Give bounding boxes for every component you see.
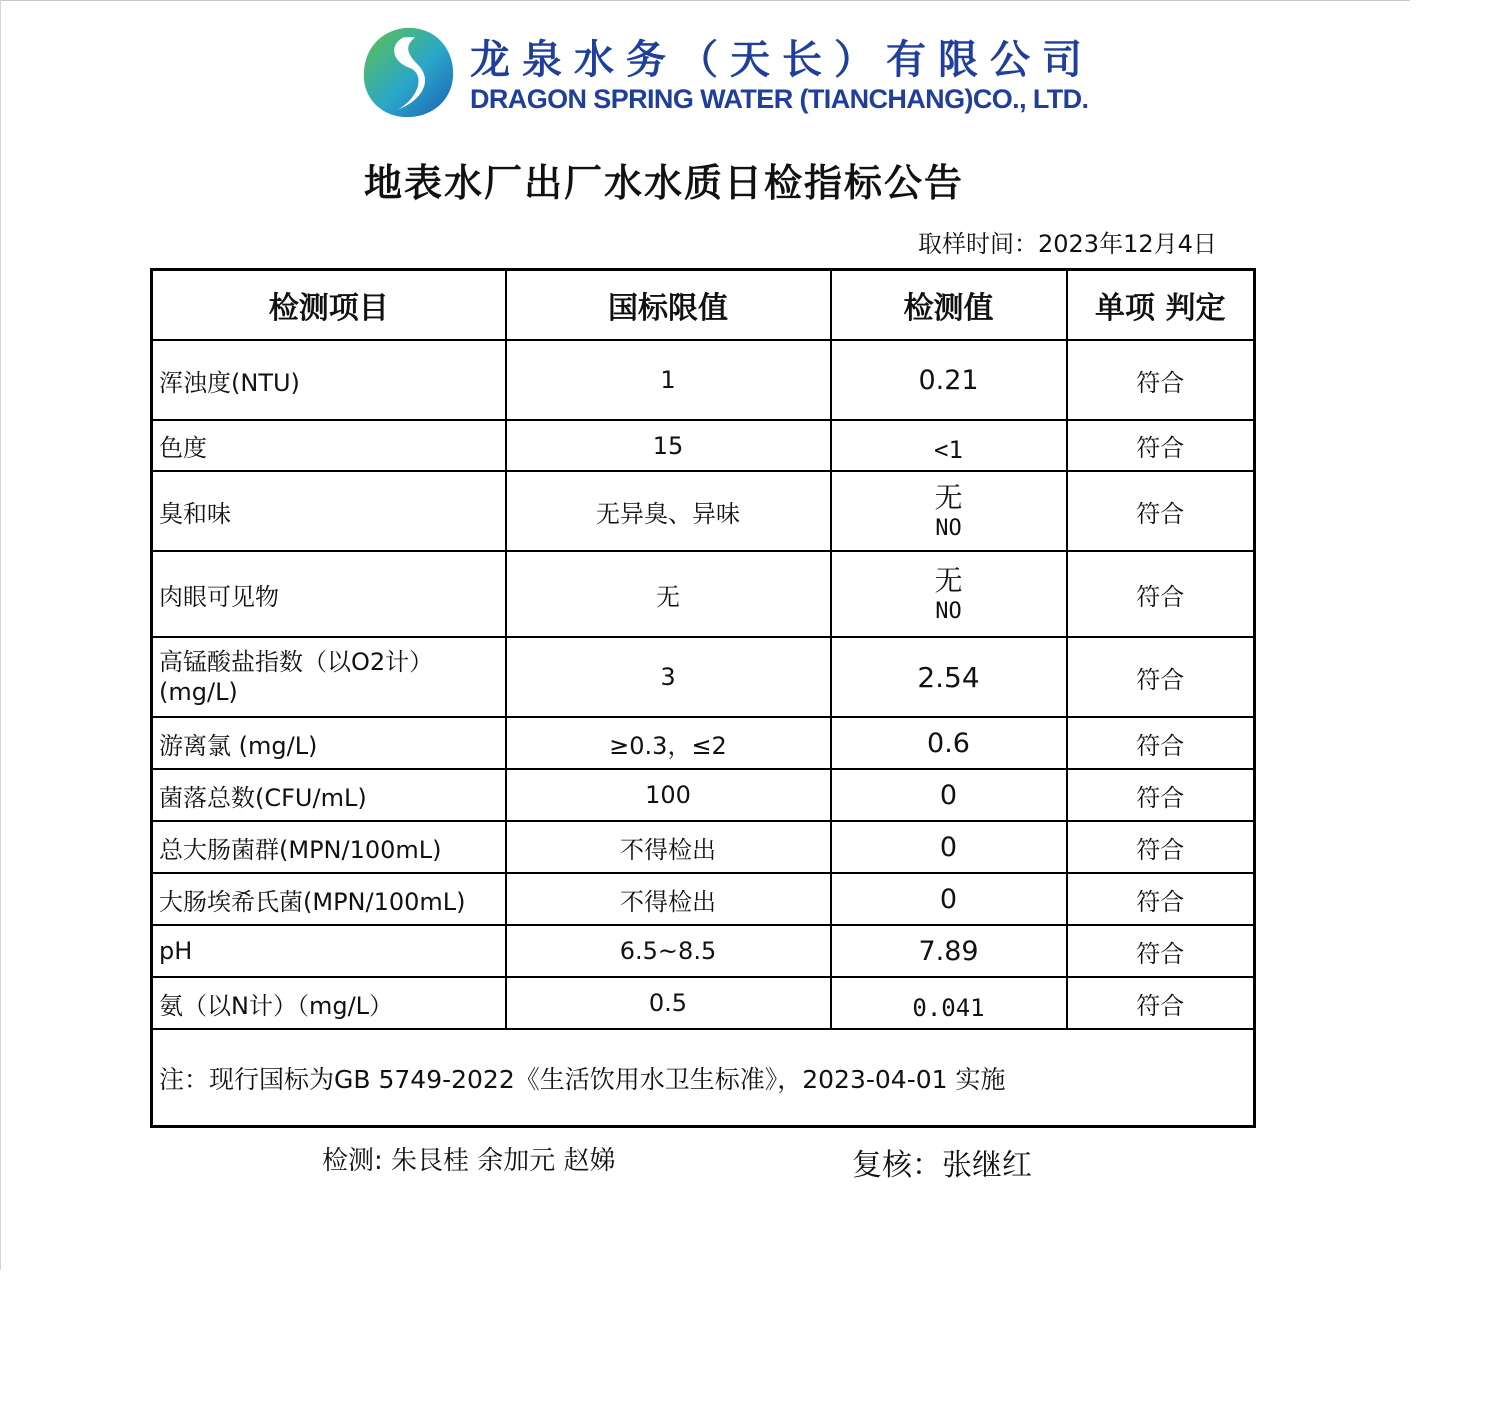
company-name-cn: 龙泉水务（天长）有限公司 (470, 36, 1094, 83)
cell-limit: 100 (506, 769, 831, 821)
table-row (152, 769, 1255, 821)
cell-limit: 3 (506, 637, 831, 717)
item-text: 高锰酸盐指数（以O2计） (159, 648, 434, 676)
item-unit: (mg/L) (159, 678, 238, 706)
inspectors-signature: 检测: 朱艮桂 余加元 赵娣 (322, 1146, 616, 1176)
cell-limit: 0.5 (506, 977, 831, 1029)
cell-verdict: 符合 (1067, 551, 1255, 637)
table-row (152, 717, 1255, 769)
cell-value: 0 (831, 769, 1067, 821)
cell-verdict: 符合 (1067, 340, 1255, 420)
cell-value: 0 (831, 821, 1067, 873)
cell-item (152, 637, 506, 717)
cell-item: 总大肠菌群(MPN/100mL) (152, 821, 506, 873)
cell-value: <1 (831, 420, 1067, 471)
table-note-row (152, 1029, 1255, 1127)
header-value: 检测值 (831, 270, 1067, 341)
standard-note: 注：现行国标为GB 5749-2022《生活饮用水卫生标准》，2023-04-01 实施 (152, 1029, 1255, 1127)
table-row (152, 873, 1255, 925)
table-header-row (152, 270, 1255, 341)
cell-item: 肉眼可见物 (152, 551, 506, 637)
cell-item: 臭和味 (152, 471, 506, 551)
cell-value (831, 471, 1067, 551)
header-verdict: 单项 判定 (1067, 270, 1255, 341)
table-row (152, 340, 1255, 420)
cell-value (831, 551, 1067, 637)
value-text: 无 (934, 480, 963, 514)
page-top-border (0, 0, 1410, 1)
table-row (152, 551, 1255, 637)
cell-item: pH (152, 925, 506, 977)
cell-limit: 15 (506, 420, 831, 471)
cell-verdict: 符合 (1067, 821, 1255, 873)
cell-item: 氨（以N计）（mg/L） (152, 977, 506, 1029)
cell-verdict: 符合 (1067, 471, 1255, 551)
value-subtext: NO (935, 515, 962, 541)
cell-value: 2.54 (831, 637, 1067, 717)
header-limit: 国标限值 (506, 270, 831, 341)
cell-limit: 6.5~8.5 (506, 925, 831, 977)
cell-verdict: 符合 (1067, 717, 1255, 769)
cell-value: 7.89 (831, 925, 1067, 977)
cell-verdict: 符合 (1067, 925, 1255, 977)
cell-verdict: 符合 (1067, 420, 1255, 471)
value-subtext: NO (935, 598, 962, 624)
cell-limit: 不得检出 (506, 873, 831, 925)
table-row (152, 637, 1255, 717)
table-row (152, 420, 1255, 471)
cell-limit: ≥0.3，≤2 (506, 717, 831, 769)
water-quality-table (150, 268, 1256, 1128)
table-row (152, 471, 1255, 551)
table-row (152, 977, 1255, 1029)
cell-item: 浑浊度(NTU) (152, 340, 506, 420)
cell-limit: 不得检出 (506, 821, 831, 873)
cell-verdict: 符合 (1067, 769, 1255, 821)
cell-limit: 无异臭、异味 (506, 471, 831, 551)
cell-value: 0.6 (831, 717, 1067, 769)
cell-item: 菌落总数(CFU/mL) (152, 769, 506, 821)
cell-verdict: 符合 (1067, 873, 1255, 925)
reviewer-signature: 复核：张继红 (852, 1148, 1032, 1183)
cell-limit: 无 (506, 551, 831, 637)
water-drop-logo-icon (360, 24, 455, 119)
company-name-en: DRAGON SPRING WATER (TIANCHANG)CO., LTD. (470, 84, 1089, 114)
sampling-date: 取样时间：2023年12月4日 (918, 230, 1217, 258)
cell-value: 0.21 (831, 340, 1067, 420)
page-left-border (0, 0, 1, 1270)
cell-value: 0.041 (831, 977, 1067, 1029)
table-row (152, 925, 1255, 977)
header-item: 检测项目 (152, 270, 506, 341)
cell-verdict: 符合 (1067, 977, 1255, 1029)
table-row (152, 821, 1255, 873)
cell-item: 游离氯 (mg/L) (152, 717, 506, 769)
value-text: 无 (934, 563, 963, 597)
cell-verdict: 符合 (1067, 637, 1255, 717)
cell-item: 大肠埃希氏菌(MPN/100mL) (152, 873, 506, 925)
page-title: 地表水厂出厂水水质日检指标公告 (364, 160, 965, 205)
cell-limit: 1 (506, 340, 831, 420)
cell-value: 0 (831, 873, 1067, 925)
cell-item: 色度 (152, 420, 506, 471)
